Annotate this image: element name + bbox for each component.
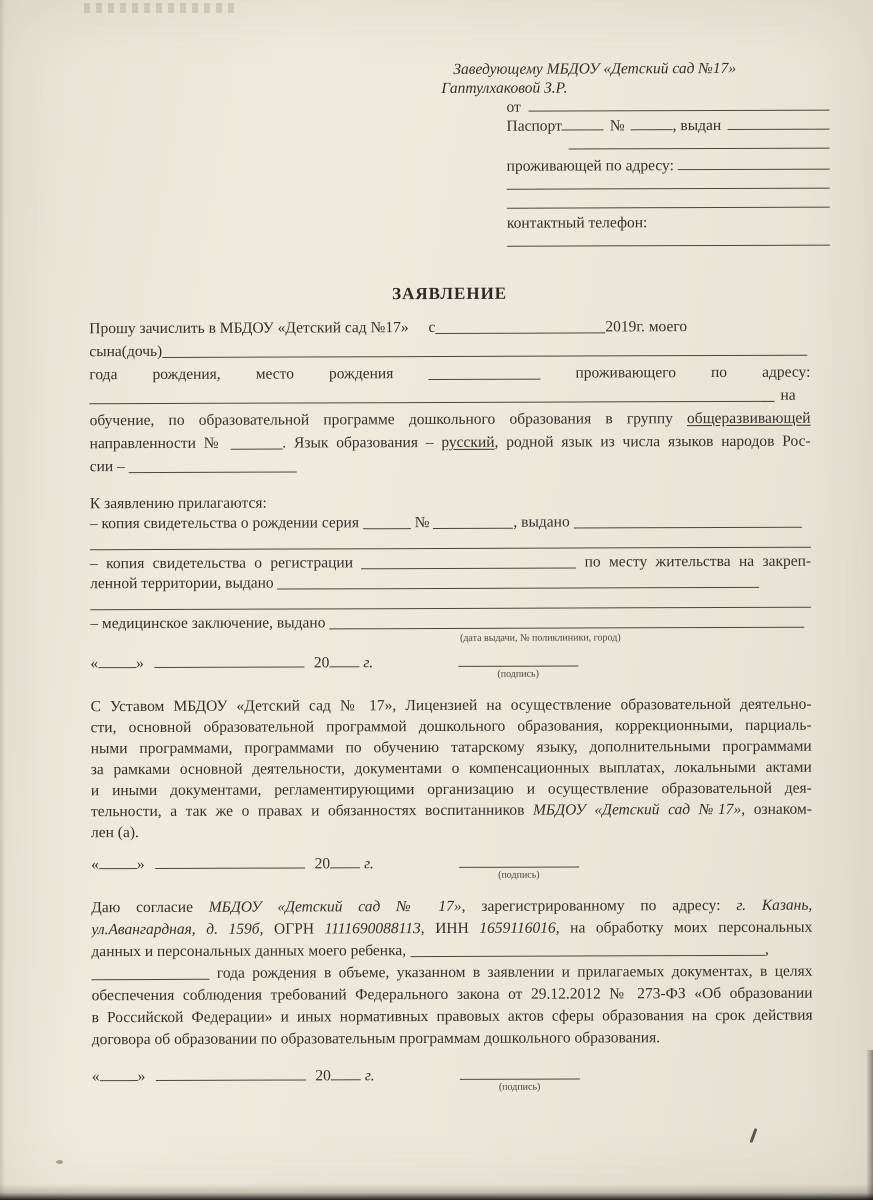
passport-number-blank bbox=[631, 116, 673, 130]
consent-text: , ОГРН bbox=[259, 920, 315, 938]
consent-line: в Российской Федерации» и иных нормативных правовых актов сферы образования на срок действия bbox=[91, 1006, 813, 1027]
child-name-blank bbox=[410, 942, 765, 957]
ack-text: тельности, а так же о правах и обязанностях воспитанников bbox=[90, 801, 525, 821]
consent-section bbox=[91, 895, 813, 1052]
passport-no-label: № bbox=[609, 117, 625, 135]
attachment-text: № bbox=[414, 514, 430, 532]
consent-text: Даю согласие bbox=[91, 898, 193, 917]
passport-continuation-line bbox=[569, 135, 830, 155]
request-text: сии – bbox=[89, 458, 125, 476]
attachment-birth-cert-line bbox=[90, 512, 811, 535]
attachments-heading: К заявлению прилагаются: bbox=[89, 494, 267, 513]
child-name-blank bbox=[162, 342, 807, 358]
attachment-reg-cert-continuation bbox=[90, 592, 811, 615]
year-suffix: г. bbox=[364, 1067, 375, 1085]
signature-block bbox=[459, 854, 579, 882]
ack-line: и иными документами, регламентирующими организацию и осуществление образовательной дея- bbox=[90, 779, 812, 800]
continuation-blank bbox=[90, 534, 811, 551]
ack-line: С Уставом МБДОУ «Детский сад № 17», Лицензией на осуществление образовательной деятельно- bbox=[90, 695, 812, 716]
medical-blank bbox=[329, 614, 804, 630]
addressee-line: Заведующему МБДОУ «Детский сад №17» bbox=[453, 59, 737, 78]
consent-line bbox=[91, 917, 812, 942]
from-line bbox=[506, 97, 829, 117]
passport-issued-label: , выдан bbox=[672, 117, 722, 135]
month-blank bbox=[155, 1066, 305, 1081]
request-text: с bbox=[428, 319, 436, 337]
consent-line: договора об образовании по образовательным программам дошкольного образования. bbox=[91, 1029, 661, 1049]
consent-line bbox=[91, 895, 812, 920]
continuation-blank bbox=[90, 594, 811, 611]
month-blank bbox=[155, 854, 305, 869]
street-italic: ул.Авангардная, д. 159б bbox=[91, 920, 260, 939]
signature-caption: (подпись) bbox=[498, 1081, 541, 1093]
scan-edge-left bbox=[0, 0, 5, 1200]
address-blank bbox=[89, 388, 774, 404]
address-blank-3 bbox=[507, 194, 830, 209]
year-blank bbox=[331, 1066, 361, 1080]
ack-line: за рамками основной деятельности, документами о компенсационных выплатах, локальными актами bbox=[90, 758, 812, 779]
request-line-4 bbox=[89, 384, 810, 410]
ogrn-italic: 1111690088113 bbox=[324, 920, 421, 938]
address-blank-2 bbox=[507, 175, 830, 190]
start-date-blank bbox=[435, 319, 605, 334]
consent-line bbox=[91, 939, 812, 964]
consent-line bbox=[91, 961, 812, 986]
language-underlined: русский bbox=[441, 433, 495, 451]
address-line bbox=[507, 156, 830, 176]
year-suffix: г. bbox=[363, 654, 374, 672]
day-blank bbox=[100, 1067, 138, 1081]
year-blank bbox=[329, 653, 359, 667]
signature-caption: (подпись) bbox=[498, 869, 540, 881]
phone-label: контактный телефон: bbox=[506, 214, 648, 232]
attachment-text: – копия свидетельства о регистрации bbox=[90, 554, 354, 573]
address-blank bbox=[678, 156, 830, 171]
signature-blank bbox=[459, 854, 579, 868]
attachments-section bbox=[90, 492, 812, 647]
ack-text: , ознаком- bbox=[741, 800, 812, 818]
institution-name-italic: МБДОУ «Детский сад №17» bbox=[532, 800, 742, 819]
request-text: 2019г. моего bbox=[605, 318, 688, 336]
birthplace-blank bbox=[428, 366, 540, 380]
passport-issued-blank bbox=[727, 116, 829, 130]
year-blank bbox=[330, 854, 360, 868]
scan-edge-bottom bbox=[0, 1184, 873, 1200]
inn-italic: 1659116016 bbox=[479, 919, 556, 937]
document-title: ЗАЯВЛЕНИЕ bbox=[392, 283, 508, 304]
request-text: обучение, по образовательной программе дошкольного образования в группу bbox=[89, 410, 673, 430]
year-prefix: 20 bbox=[314, 855, 331, 873]
date-signature-row bbox=[92, 1065, 813, 1096]
request-text: , родной язык из числа языков народов Рос- bbox=[494, 432, 811, 451]
request-text: направленности № bbox=[89, 434, 223, 453]
consent-line: обеспечения соблюдения требований Федерального закона от 29.12.2012 № 273-ФЗ «Об образовании bbox=[91, 984, 813, 1005]
native-language-blank bbox=[129, 458, 297, 473]
attachment-reg-cert-line-2 bbox=[90, 572, 811, 595]
request-text: на bbox=[780, 386, 796, 404]
phone-blank bbox=[507, 232, 830, 247]
ink-mark bbox=[750, 1128, 758, 1143]
ack-line: ными программами, программами по обучению татарскому языку, дополнительными программами bbox=[90, 737, 812, 758]
scan-artifact bbox=[56, 1160, 63, 1164]
year-prefix: 20 bbox=[313, 654, 330, 672]
address-continuation-line-1 bbox=[507, 175, 830, 195]
signature-blank bbox=[460, 1066, 580, 1080]
signature-block bbox=[458, 653, 578, 681]
request-text: проживающего по адресу: bbox=[575, 363, 811, 382]
addressee-block bbox=[441, 59, 830, 252]
date-signature-row bbox=[91, 853, 812, 884]
address-label: проживающей по адресу: bbox=[506, 157, 674, 175]
city-italic: г. Казань, bbox=[736, 896, 813, 914]
quote-open: « bbox=[91, 1068, 100, 1086]
reg-issued-blank bbox=[278, 574, 760, 590]
passport-line bbox=[506, 116, 829, 136]
number-blank bbox=[433, 515, 513, 529]
consent-text: , bbox=[764, 940, 769, 958]
day-blank bbox=[98, 654, 136, 668]
medical-note: (дата выдачи, № поликлиники, город) bbox=[459, 632, 621, 644]
year-prefix: 20 bbox=[315, 1067, 331, 1085]
request-line-5 bbox=[90, 407, 811, 433]
consent-text: , зарегистрированному по адресу: bbox=[461, 897, 721, 915]
from-label: от bbox=[506, 98, 521, 116]
quote-close: » bbox=[136, 655, 144, 673]
ack-line bbox=[91, 799, 812, 823]
attachment-birth-cert-continuation bbox=[90, 532, 811, 555]
phone-blank-line bbox=[507, 232, 830, 252]
attachment-text: по месту жительства на закреп- bbox=[584, 552, 812, 571]
attachment-medical-line bbox=[90, 612, 811, 635]
passport-continuation-blank bbox=[569, 135, 830, 150]
ack-line: сти, основной образовательной программой дошкольного образования, коррекционными, парциаль- bbox=[90, 716, 812, 737]
group-number-blank bbox=[230, 436, 282, 450]
request-line-7 bbox=[90, 453, 811, 479]
year-suffix: г. bbox=[364, 855, 374, 873]
consent-text: , ИНН bbox=[420, 919, 469, 938]
quote-open: « bbox=[90, 655, 99, 673]
month-blank bbox=[154, 653, 304, 668]
quote-open: « bbox=[91, 856, 99, 874]
request-line-2 bbox=[89, 338, 810, 364]
request-text: . Язык образования – bbox=[282, 434, 434, 452]
attachment-text: ленной территории, выдано bbox=[90, 574, 274, 593]
phone-line bbox=[507, 213, 830, 233]
address-continuation-line-2 bbox=[507, 194, 830, 214]
birth-year-blank bbox=[91, 966, 209, 980]
signature-caption: (подпись) bbox=[497, 668, 539, 680]
request-line-1 bbox=[89, 315, 810, 341]
ack-line: лен (а). bbox=[90, 824, 139, 842]
attachment-reg-cert-line bbox=[90, 552, 811, 575]
passport-label: Паспорт bbox=[506, 117, 562, 135]
request-text: Прошу зачислить в МБДОУ «Детский сад №17» bbox=[89, 319, 409, 338]
series-blank bbox=[363, 515, 411, 529]
from-blank bbox=[529, 97, 830, 112]
issued-blank bbox=[574, 514, 802, 529]
consent-text: данных и персональных данных моего ребенка, bbox=[91, 942, 407, 961]
scan-edge-right bbox=[866, 1050, 873, 1200]
reg-cert-blank bbox=[361, 555, 576, 570]
consent-text: года рождения в объеме, указанном в заявлении и прилагаемых документах, в целях bbox=[216, 962, 813, 982]
request-line-6 bbox=[90, 430, 811, 456]
request-text: сына(дочь) bbox=[89, 342, 163, 361]
consent-text: , на обработку моих персональных bbox=[555, 918, 813, 937]
signature-block bbox=[460, 1066, 580, 1094]
familiarization-section bbox=[91, 694, 813, 844]
request-line-3 bbox=[89, 361, 810, 387]
group-type-underlined: общеразвивающей bbox=[687, 409, 811, 428]
day-blank bbox=[99, 855, 137, 869]
signature-blank bbox=[458, 653, 578, 667]
institution-name-italic: МБДОУ «Детский сад № 17» bbox=[208, 897, 462, 916]
date-signature-row bbox=[90, 652, 811, 683]
request-text: года рождения, место рождения bbox=[89, 365, 394, 384]
addressee-name: Гаптулхаковой З.Р. bbox=[441, 79, 568, 97]
attachment-text: , выдано bbox=[513, 513, 570, 531]
quote-close: » bbox=[136, 856, 145, 874]
attachment-text: – медицинское заключение, выдано bbox=[90, 614, 326, 633]
passport-series-blank bbox=[562, 116, 604, 130]
quote-close: » bbox=[137, 1068, 146, 1086]
request-section bbox=[89, 315, 811, 479]
attachment-text: – копия свидетельства о рождении серия bbox=[89, 514, 360, 533]
